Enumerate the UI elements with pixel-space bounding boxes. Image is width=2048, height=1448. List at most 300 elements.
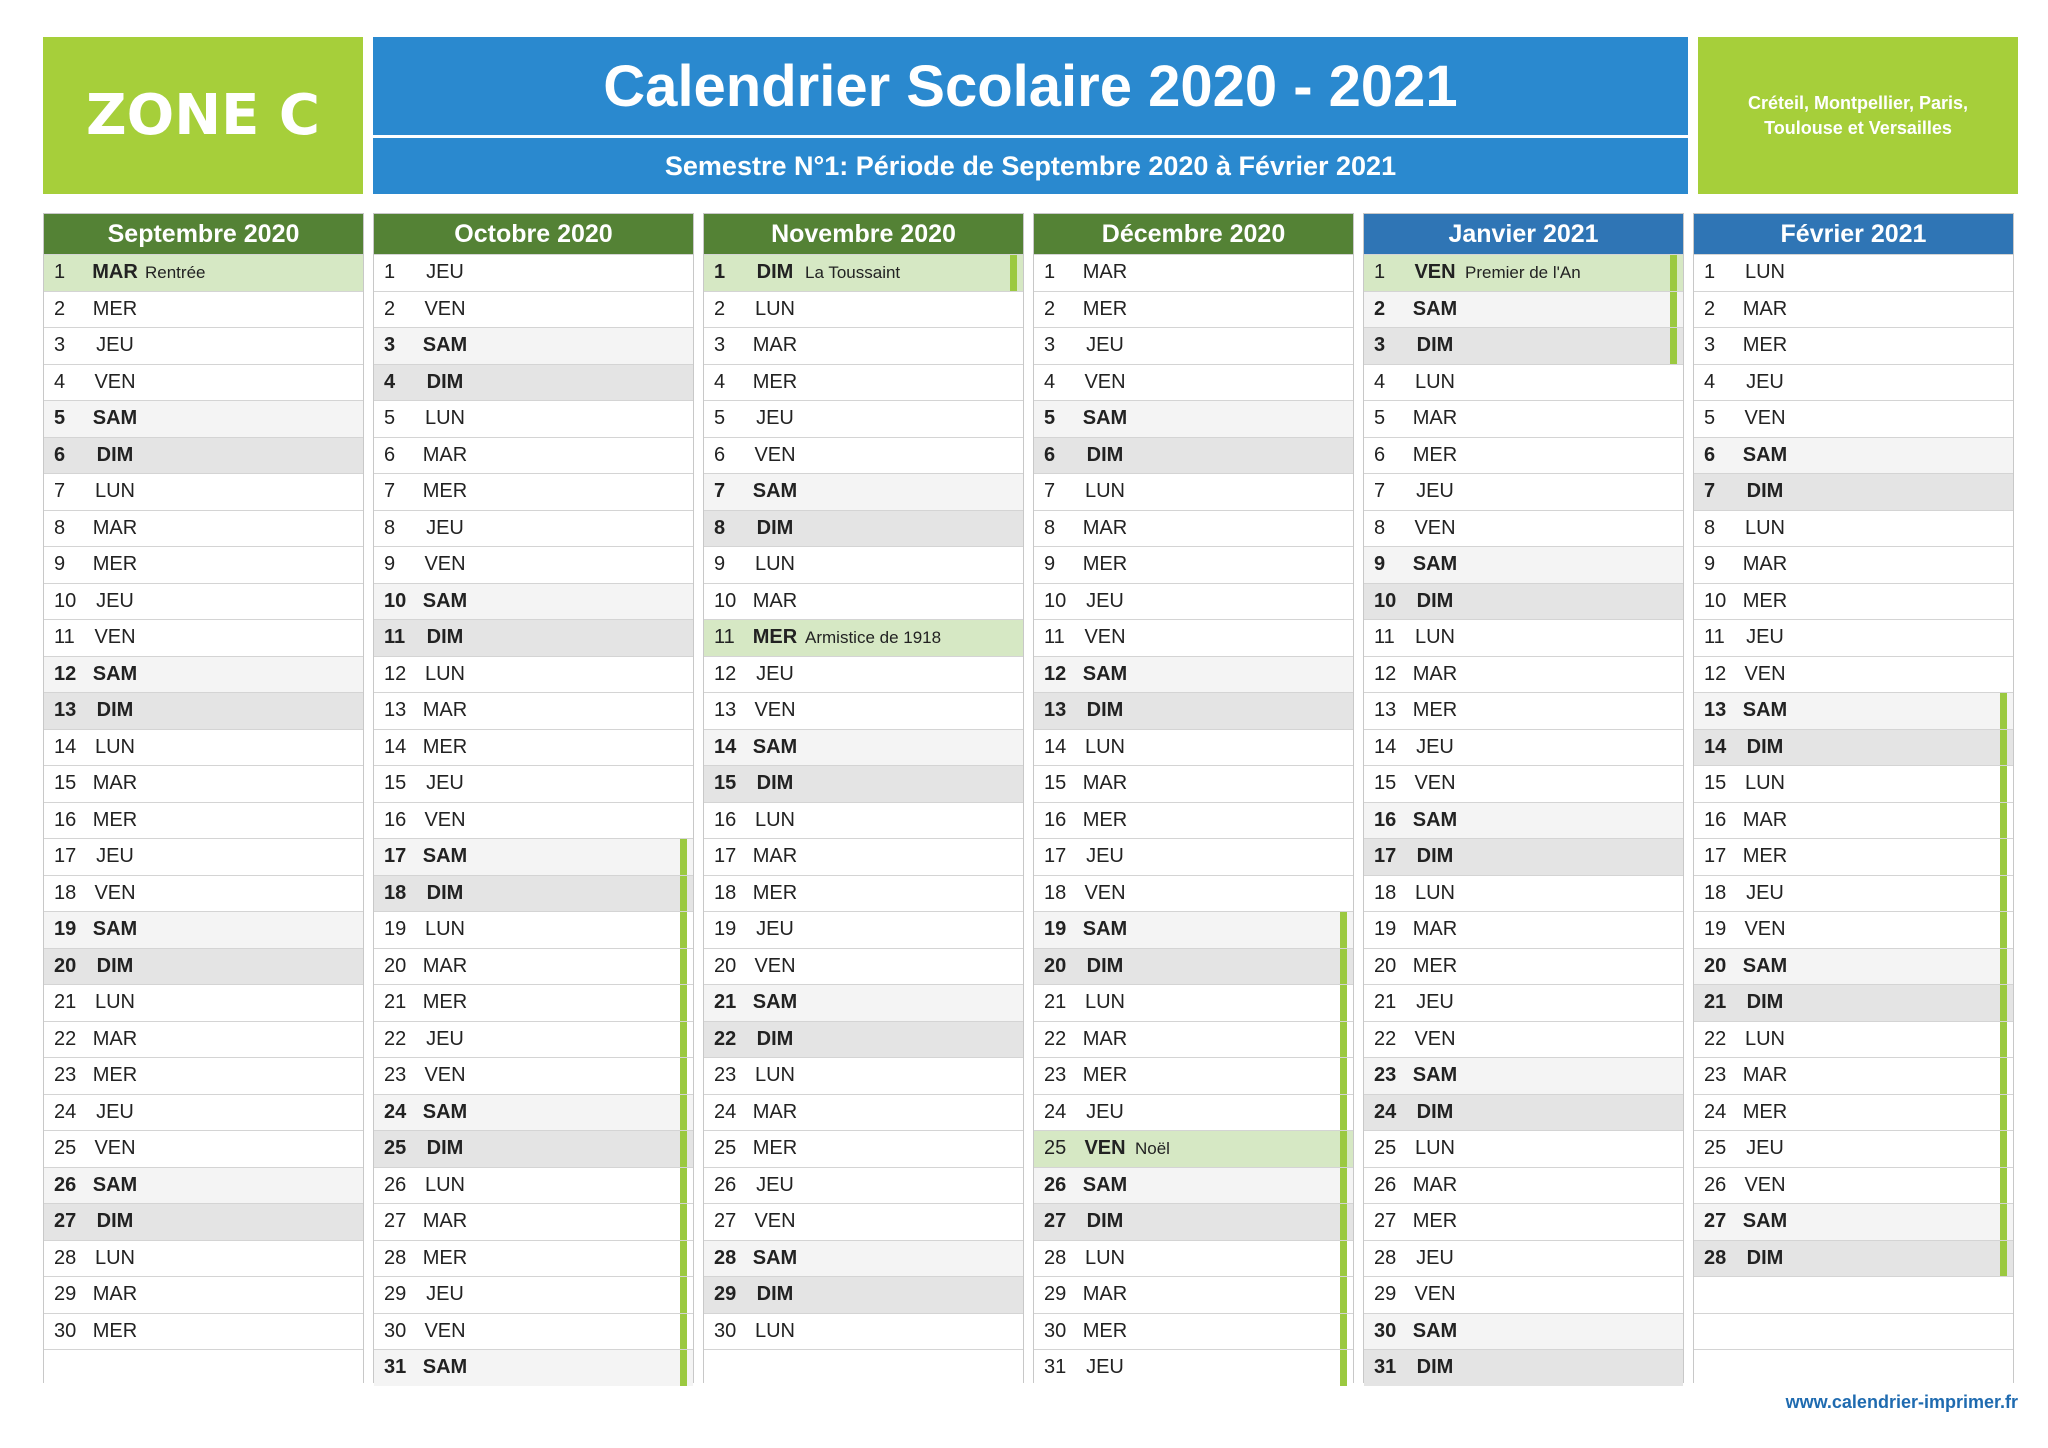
- day-row: [704, 692, 1023, 729]
- day-number: 13: [54, 699, 77, 722]
- day-name: SAM: [752, 991, 798, 1014]
- day-number: 7: [714, 480, 726, 503]
- day-number: 16: [1044, 808, 1067, 831]
- day-row: [1034, 1276, 1353, 1313]
- day-number: 17: [384, 845, 407, 868]
- day-row: [374, 765, 693, 802]
- day-name: MER: [1082, 297, 1128, 320]
- day-number: 11: [1374, 626, 1395, 649]
- day-name: LUN: [1744, 261, 1785, 284]
- day-number: 20: [54, 954, 77, 977]
- day-row: [1694, 984, 2013, 1021]
- footer-link[interactable]: www.calendrier-imprimer.fr: [1785, 1392, 2018, 1412]
- day-name: DIM: [1746, 480, 1784, 503]
- day-name: MAR: [1082, 516, 1128, 539]
- day-number: 11: [54, 626, 75, 649]
- day-name: MAR: [1742, 553, 1788, 576]
- day-row: [1034, 1130, 1353, 1167]
- day-name: VEN: [1084, 370, 1126, 393]
- day-number: 1: [1044, 261, 1056, 284]
- day-number: 27: [1704, 1210, 1727, 1233]
- vacation-marker: [680, 1022, 687, 1058]
- day-number: 2: [1704, 297, 1716, 320]
- day-name: VEN: [754, 1210, 796, 1233]
- day-name: MAR: [92, 516, 138, 539]
- day-row: [1034, 802, 1353, 839]
- day-number: 12: [1704, 662, 1727, 685]
- day-name: LUN: [424, 1173, 465, 1196]
- day-row: [1694, 656, 2013, 693]
- day-name: DIM: [1416, 334, 1454, 357]
- day-number: 25: [384, 1137, 407, 1160]
- day-row: [44, 437, 363, 474]
- holiday-label: La Toussaint: [805, 262, 901, 282]
- vacation-marker: [1670, 255, 1677, 291]
- vacation-marker: [1340, 949, 1347, 985]
- day-row: [1694, 802, 2013, 839]
- day-row: [44, 510, 363, 547]
- day-name: MER: [92, 553, 138, 576]
- day-number: 15: [1374, 772, 1397, 795]
- vacation-marker: [2000, 1241, 2007, 1277]
- day-row: [704, 364, 1023, 401]
- day-number: 9: [1044, 553, 1056, 576]
- day-row: [1694, 254, 2013, 291]
- day-row: [374, 364, 693, 401]
- day-row: [1364, 984, 1683, 1021]
- vacation-marker: [680, 1095, 687, 1131]
- day-name: DIM: [96, 699, 134, 722]
- day-row: [1364, 692, 1683, 729]
- day-number: 26: [1374, 1173, 1397, 1196]
- day-row: [704, 1240, 1023, 1277]
- day-number: 21: [714, 991, 737, 1014]
- day-number: 21: [1704, 991, 1727, 1014]
- vacation-marker: [2000, 949, 2007, 985]
- day-row: [704, 875, 1023, 912]
- day-row: [1364, 327, 1683, 364]
- day-name: DIM: [96, 443, 134, 466]
- day-row: [1364, 911, 1683, 948]
- day-number: 10: [1044, 589, 1067, 612]
- day-number: 30: [384, 1319, 407, 1342]
- day-number: 30: [1044, 1319, 1067, 1342]
- month-column: [1693, 213, 2014, 1383]
- day-name: SAM: [1082, 1173, 1128, 1196]
- day-name: DIM: [1416, 1100, 1454, 1123]
- day-number: 14: [384, 735, 407, 758]
- vacation-marker: [2000, 1204, 2007, 1240]
- day-row: [704, 400, 1023, 437]
- day-row: [374, 1276, 693, 1313]
- day-row: [1694, 1240, 2013, 1277]
- day-number: 9: [384, 553, 396, 576]
- day-row: [374, 1313, 693, 1350]
- day-name: VEN: [1414, 772, 1456, 795]
- day-number: 23: [384, 1064, 407, 1087]
- day-row: [374, 984, 693, 1021]
- day-row: [704, 583, 1023, 620]
- day-number: 5: [54, 407, 66, 430]
- day-name: JEU: [756, 662, 794, 685]
- day-name: JEU: [1746, 370, 1784, 393]
- day-number: 20: [714, 954, 737, 977]
- day-row: [704, 1094, 1023, 1131]
- day-number: 29: [54, 1283, 77, 1306]
- day-number: 28: [1704, 1246, 1727, 1269]
- day-row: [44, 875, 363, 912]
- day-number: 8: [384, 516, 396, 539]
- day-row: [704, 619, 1023, 656]
- day-name: VEN: [1414, 261, 1456, 284]
- vacation-marker: [2000, 912, 2007, 948]
- day-name: MER: [752, 881, 798, 904]
- day-number: 1: [54, 261, 66, 284]
- day-row: [704, 254, 1023, 291]
- day-number: 4: [1704, 370, 1716, 393]
- day-name: LUN: [1084, 480, 1125, 503]
- vacation-marker: [1340, 1277, 1347, 1313]
- zone-label: ZONE C: [43, 37, 363, 194]
- day-number: 12: [1044, 662, 1067, 685]
- day-number: 14: [1044, 735, 1067, 758]
- day-number: 15: [384, 772, 407, 795]
- day-number: 24: [1704, 1100, 1727, 1123]
- day-number: 5: [1704, 407, 1716, 430]
- day-name: MER: [1742, 845, 1788, 868]
- day-number: 15: [54, 772, 77, 795]
- vacation-marker: [1340, 1314, 1347, 1350]
- day-number: 18: [1374, 881, 1397, 904]
- day-number: 12: [1374, 662, 1397, 685]
- day-row: [1694, 583, 2013, 620]
- day-name: SAM: [1082, 407, 1128, 430]
- day-row: [44, 546, 363, 583]
- day-name: VEN: [754, 954, 796, 977]
- month-column: [1363, 213, 1684, 1383]
- day-name: JEU: [756, 918, 794, 941]
- day-number: 20: [1044, 954, 1067, 977]
- day-number: 24: [1044, 1100, 1067, 1123]
- day-row: [44, 838, 363, 875]
- empty-row: [1694, 1349, 2013, 1386]
- day-number: 16: [1704, 808, 1727, 831]
- day-name: MER: [92, 1064, 138, 1087]
- day-number: 21: [1374, 991, 1397, 1014]
- day-row: [1034, 473, 1353, 510]
- day-row: [44, 619, 363, 656]
- vacation-marker: [680, 839, 687, 875]
- day-name: JEU: [426, 261, 464, 284]
- day-name: SAM: [1742, 954, 1788, 977]
- vacation-marker: [2000, 876, 2007, 912]
- day-row: [1694, 1130, 2013, 1167]
- day-name: JEU: [96, 334, 134, 357]
- day-row: [1364, 1057, 1683, 1094]
- day-number: 26: [384, 1173, 407, 1196]
- day-row: [1364, 875, 1683, 912]
- day-name: VEN: [1414, 1283, 1456, 1306]
- day-name: MAR: [752, 1100, 798, 1123]
- day-name: MER: [1082, 553, 1128, 576]
- vacation-marker: [680, 1277, 687, 1313]
- day-row: [374, 583, 693, 620]
- day-name: VEN: [1084, 1137, 1126, 1160]
- day-number: 24: [54, 1100, 77, 1123]
- day-number: 6: [714, 443, 726, 466]
- day-number: 28: [1044, 1246, 1067, 1269]
- day-name: DIM: [426, 1137, 464, 1160]
- day-name: JEU: [1416, 991, 1454, 1014]
- day-name: DIM: [1746, 1246, 1784, 1269]
- day-number: 26: [714, 1173, 737, 1196]
- empty-row: [1694, 1313, 2013, 1350]
- day-name: JEU: [96, 589, 134, 612]
- vacation-marker: [1340, 1022, 1347, 1058]
- day-name: SAM: [1742, 443, 1788, 466]
- day-number: 19: [54, 918, 77, 941]
- day-name: JEU: [1746, 881, 1784, 904]
- day-name: LUN: [754, 1064, 795, 1087]
- day-row: [1694, 546, 2013, 583]
- day-row: [704, 765, 1023, 802]
- day-row: [1364, 1276, 1683, 1313]
- day-name: MER: [1412, 443, 1458, 466]
- day-number: 21: [1044, 991, 1067, 1014]
- day-row: [1364, 1167, 1683, 1204]
- day-row: [374, 1094, 693, 1131]
- day-number: 4: [714, 370, 726, 393]
- day-name: MER: [1412, 699, 1458, 722]
- day-name: SAM: [422, 1100, 468, 1123]
- page-subtitle: Semestre N°1: Période de Septembre 2020 à Février 2021: [664, 150, 1397, 181]
- day-number: 7: [1374, 480, 1386, 503]
- day-row: [1364, 254, 1683, 291]
- day-name: JEU: [96, 1100, 134, 1123]
- day-name: VEN: [1084, 626, 1126, 649]
- day-name: DIM: [1086, 1210, 1124, 1233]
- day-row: [374, 400, 693, 437]
- vacation-marker: [2000, 1022, 2007, 1058]
- day-name: LUN: [94, 735, 135, 758]
- vacation-marker: [2000, 693, 2007, 729]
- day-row: [1364, 1094, 1683, 1131]
- day-number: 7: [1704, 480, 1716, 503]
- vacation-marker: [1340, 1168, 1347, 1204]
- day-name: MER: [422, 735, 468, 758]
- day-name: JEU: [426, 516, 464, 539]
- day-row: [44, 802, 363, 839]
- day-number: 26: [1044, 1173, 1067, 1196]
- day-number: 8: [1044, 516, 1056, 539]
- day-name: MAR: [752, 589, 798, 612]
- day-name: MER: [1082, 1319, 1128, 1342]
- day-name: DIM: [756, 1283, 794, 1306]
- day-row: [1364, 729, 1683, 766]
- day-row: [1034, 984, 1353, 1021]
- day-number: 25: [54, 1137, 77, 1160]
- day-name: VEN: [1084, 881, 1126, 904]
- day-name: VEN: [754, 443, 796, 466]
- day-number: 9: [1704, 553, 1716, 576]
- day-row: [44, 1021, 363, 1058]
- day-name: SAM: [1082, 918, 1128, 941]
- day-number: 9: [54, 553, 66, 576]
- day-number: 15: [1044, 772, 1067, 795]
- day-row: [374, 838, 693, 875]
- day-name: DIM: [1416, 1356, 1454, 1379]
- day-number: 29: [1044, 1283, 1067, 1306]
- day-name: VEN: [1744, 918, 1786, 941]
- day-number: 5: [714, 407, 726, 430]
- holiday-label: Noël: [1135, 1138, 1170, 1158]
- day-name: MAR: [92, 1283, 138, 1306]
- day-number: 6: [1374, 443, 1386, 466]
- day-name: VEN: [94, 881, 136, 904]
- day-row: [374, 1240, 693, 1277]
- day-row: [1364, 583, 1683, 620]
- day-row: [1034, 1240, 1353, 1277]
- day-number: 6: [1704, 443, 1716, 466]
- day-name: LUN: [754, 808, 795, 831]
- vacation-marker: [2000, 803, 2007, 839]
- day-row: [1694, 437, 2013, 474]
- day-number: 3: [714, 334, 726, 357]
- day-row: [44, 254, 363, 291]
- day-number: 17: [1374, 845, 1397, 868]
- day-name: SAM: [422, 334, 468, 357]
- day-row: [704, 1203, 1023, 1240]
- day-name: MAR: [1082, 261, 1128, 284]
- day-number: 30: [714, 1319, 737, 1342]
- day-row: [1034, 1094, 1353, 1131]
- vacation-marker: [1340, 1350, 1347, 1386]
- day-row: [374, 802, 693, 839]
- day-row: [374, 254, 693, 291]
- day-row: [1034, 583, 1353, 620]
- empty-row: [44, 1349, 363, 1386]
- day-number: 3: [384, 334, 396, 357]
- vacation-marker: [680, 1241, 687, 1277]
- day-name: LUN: [424, 407, 465, 430]
- day-name: LUN: [754, 1319, 795, 1342]
- day-number: 27: [1374, 1210, 1397, 1233]
- month-header: Octobre 2020: [374, 214, 693, 254]
- day-number: 19: [1044, 918, 1067, 941]
- day-number: 16: [384, 808, 407, 831]
- day-name: MAR: [1412, 1173, 1458, 1196]
- day-row: [1364, 400, 1683, 437]
- day-name: MER: [1742, 1100, 1788, 1123]
- day-row: [44, 1313, 363, 1350]
- day-row: [374, 619, 693, 656]
- day-row: [44, 1203, 363, 1240]
- day-name: LUN: [1414, 370, 1455, 393]
- day-row: [374, 1057, 693, 1094]
- vacation-marker: [1340, 1058, 1347, 1094]
- day-name: MAR: [1082, 1027, 1128, 1050]
- day-name: SAM: [1412, 297, 1458, 320]
- day-number: 5: [1374, 407, 1386, 430]
- day-number: 22: [384, 1027, 407, 1050]
- day-name: LUN: [94, 1246, 135, 1269]
- vacation-marker: [680, 876, 687, 912]
- vacation-marker: [2000, 1168, 2007, 1204]
- day-name: MAR: [92, 1027, 138, 1050]
- vacation-marker: [2000, 839, 2007, 875]
- day-number: 23: [1374, 1064, 1397, 1087]
- day-name: JEU: [1416, 480, 1454, 503]
- day-number: 29: [714, 1283, 737, 1306]
- day-row: [704, 1167, 1023, 1204]
- day-name: DIM: [426, 881, 464, 904]
- day-row: [44, 729, 363, 766]
- day-number: 18: [54, 881, 77, 904]
- vacation-marker: [680, 1314, 687, 1350]
- day-row: [1364, 1021, 1683, 1058]
- day-name: MAR: [422, 1210, 468, 1233]
- day-row: [1364, 473, 1683, 510]
- day-row: [1034, 948, 1353, 985]
- vacation-marker: [1340, 1204, 1347, 1240]
- day-number: 10: [1374, 589, 1397, 612]
- day-row: [1694, 838, 2013, 875]
- holiday-label: Armistice de 1918: [805, 627, 942, 647]
- day-row: [374, 1167, 693, 1204]
- vacation-marker: [680, 912, 687, 948]
- day-number: 10: [384, 589, 407, 612]
- vacation-marker: [1340, 912, 1347, 948]
- day-name: VEN: [1414, 1027, 1456, 1050]
- day-row: [374, 692, 693, 729]
- day-number: 28: [54, 1246, 77, 1269]
- vacation-marker: [1010, 255, 1017, 291]
- day-number: 4: [1044, 370, 1056, 393]
- day-name: LUN: [1744, 516, 1785, 539]
- day-row: [374, 473, 693, 510]
- day-row: [44, 765, 363, 802]
- page-title: Calendrier Scolaire 2020 - 2021: [603, 53, 1458, 119]
- day-number: 22: [54, 1027, 77, 1050]
- day-name: MER: [422, 1246, 468, 1269]
- day-row: [1034, 1349, 1353, 1386]
- day-number: 19: [1704, 918, 1727, 941]
- day-name: VEN: [94, 626, 136, 649]
- day-number: 7: [1044, 480, 1056, 503]
- day-name: MER: [1742, 589, 1788, 612]
- day-number: 1: [1704, 261, 1716, 284]
- day-number: 2: [1374, 297, 1386, 320]
- day-name: LUN: [754, 553, 795, 576]
- vacation-marker: [2000, 766, 2007, 802]
- day-row: [374, 656, 693, 693]
- day-number: 31: [384, 1356, 407, 1379]
- day-row: [1694, 364, 2013, 401]
- day-row: [1034, 838, 1353, 875]
- day-number: 5: [1044, 407, 1056, 430]
- day-row: [1034, 546, 1353, 583]
- day-name: DIM: [96, 1210, 134, 1233]
- day-row: [374, 291, 693, 328]
- day-row: [1364, 364, 1683, 401]
- day-row: [1694, 948, 2013, 985]
- day-number: 10: [1704, 589, 1727, 612]
- day-row: [1694, 1167, 2013, 1204]
- day-name: MER: [1742, 334, 1788, 357]
- day-number: 6: [1044, 443, 1056, 466]
- day-number: 2: [54, 297, 66, 320]
- day-row: [44, 1057, 363, 1094]
